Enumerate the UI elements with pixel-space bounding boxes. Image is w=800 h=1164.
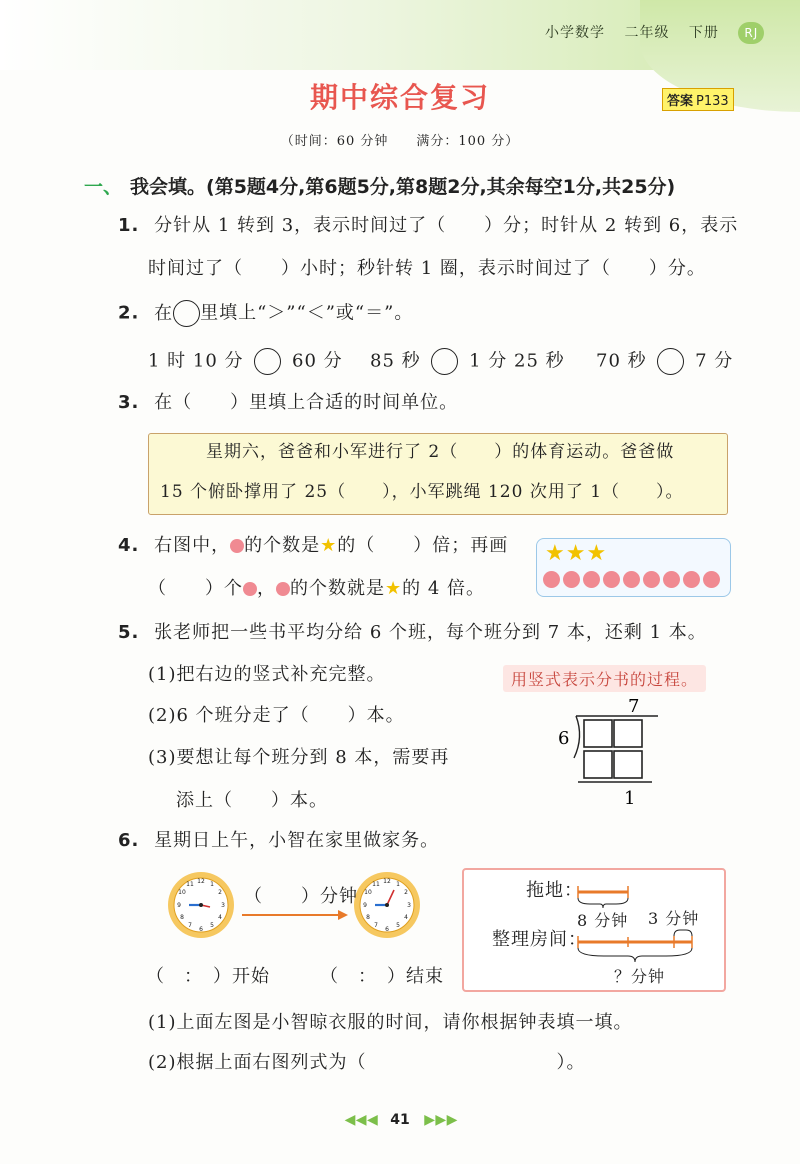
- prev-arrows-icon: ◀ ◀ ◀: [344, 1112, 376, 1128]
- q4-figure: [536, 538, 731, 597]
- remainder: 1: [624, 788, 636, 809]
- svg-text:6: 6: [385, 926, 389, 933]
- red-dot-icon: [683, 571, 700, 588]
- svg-text:8: 8: [366, 914, 370, 921]
- svg-text:12: 12: [197, 878, 205, 885]
- star-icon: ★: [586, 541, 607, 566]
- subject-label: 小学数学: [545, 25, 605, 41]
- q2-item-a: 85 秒: [370, 350, 421, 372]
- q6-text: 星期日上午，小智在家里做家务。: [154, 830, 440, 851]
- q4-text-b: 的个数是: [244, 535, 321, 556]
- q2-item-b: 7 分: [695, 350, 734, 372]
- svg-text:8: 8: [180, 914, 184, 921]
- volume-label: 下册: [688, 25, 719, 41]
- answer-circle[interactable]: [431, 348, 458, 375]
- mop-minutes: 8 分钟: [577, 911, 629, 930]
- red-dot-icon: [583, 571, 600, 588]
- q4-text-g: 的 4 倍。: [402, 578, 486, 599]
- q3-line1: [118, 392, 458, 414]
- q1-line1: [118, 215, 738, 237]
- q5-number: 5.: [118, 622, 140, 643]
- q4-number: 4.: [118, 535, 140, 556]
- answer-tag[interactable]: [662, 88, 734, 111]
- time-info: （时间：60 分钟 满分：100 分）: [280, 134, 520, 149]
- red-dot-icon: [243, 582, 257, 596]
- q6-sub2: (2)根据上面右图列式为（ ）。: [148, 1052, 586, 1073]
- q2-item-a: 1 时 10 分: [148, 350, 244, 372]
- arrow-label: （ ）分钟: [244, 886, 358, 907]
- q3-text: 在（ ）里填上合适的时间单位。: [154, 392, 459, 413]
- svg-text:2: 2: [218, 889, 222, 896]
- q2-item-a: 70 秒: [596, 350, 647, 372]
- page-number: 41: [390, 1112, 410, 1128]
- red-dot-icon: [230, 539, 244, 553]
- svg-text:7: 7: [374, 922, 378, 929]
- q5-text: 张老师把一些书平均分给 6 个班，每个班分到 7 本，还剩 1 本。: [154, 622, 707, 643]
- q1-number: 1.: [118, 215, 140, 236]
- clock-end: [352, 870, 422, 940]
- svg-text:3: 3: [407, 902, 411, 909]
- divisor: 6: [558, 728, 570, 749]
- header-info: [545, 22, 778, 44]
- star-icon: ★: [565, 541, 586, 566]
- red-dot-icon: [276, 582, 290, 596]
- mop-label: 拖地：: [526, 880, 583, 901]
- section-number: 一、: [84, 176, 123, 198]
- footer: [0, 1112, 800, 1128]
- q4-line1: [118, 535, 508, 557]
- time-arrow: [240, 908, 350, 922]
- compare-circle: [173, 300, 200, 327]
- q4-line2: [148, 578, 485, 600]
- digit-box[interactable]: [614, 720, 642, 747]
- extra-minutes: 3 分钟: [648, 909, 700, 928]
- q2-item-b: 1 分 25 秒: [469, 350, 565, 372]
- q5-sub2: (2)6 个班分走了（ ）本。: [148, 705, 405, 726]
- q2-number: 2.: [118, 302, 140, 324]
- svg-text:6: 6: [199, 926, 203, 933]
- section-text: 我会填。(第5题4分,第6题5分,第8题2分,其余每空1分,共25分): [130, 176, 676, 198]
- svg-text:5: 5: [210, 922, 214, 929]
- answer-page: P133: [696, 94, 729, 109]
- quotient: 7: [628, 696, 640, 717]
- page-title: 期中综合复习: [309, 81, 490, 114]
- total-minutes: ？分钟: [614, 967, 666, 986]
- q4-text-d: （ ）个: [148, 578, 243, 599]
- q3-box-line2: 15 个俯卧撑用了 25（ ），小军跳绳 120 次用了 1（ ）。: [160, 482, 684, 502]
- svg-text:10: 10: [178, 889, 186, 896]
- q2-item-1: [148, 348, 343, 375]
- q3-number: 3.: [118, 392, 140, 413]
- tidy-label: 整理房间：: [492, 929, 587, 950]
- q5-hint-pill: 用竖式表示分书的过程。: [503, 665, 706, 692]
- star-icon: ★: [385, 578, 403, 599]
- q2-pre: 在: [154, 302, 174, 324]
- digit-box[interactable]: [584, 751, 612, 778]
- svg-text:11: 11: [372, 881, 380, 888]
- svg-text:7: 7: [188, 922, 192, 929]
- svg-text:11: 11: [186, 881, 194, 888]
- red-dot-icon: [623, 571, 640, 588]
- svg-text:1: 1: [396, 881, 400, 888]
- section-heading: [84, 172, 675, 199]
- q1-text1: 分针从 1 转到 3，表示时间过了（ ）分；时针从 2 转到 6，表示: [154, 215, 739, 236]
- answer-circle[interactable]: [254, 348, 281, 375]
- q5-line1: [118, 622, 707, 644]
- q4-text-e: ，: [257, 578, 276, 599]
- svg-text:4: 4: [404, 914, 408, 921]
- grade-label: 二年级: [624, 25, 670, 41]
- q4-text-c: 的（ ）倍；再画: [337, 535, 509, 556]
- digit-box[interactable]: [614, 751, 642, 778]
- q3-box-line1: 星期六，爸爸和小军进行了 2（ ）的体育运动。爸爸做: [206, 442, 675, 462]
- answer-label: 答案: [667, 94, 694, 109]
- q5-sub3a: (3)要想让每个班分到 8 本，需要再: [148, 747, 450, 768]
- svg-text:9: 9: [177, 902, 181, 909]
- svg-text:4: 4: [218, 914, 222, 921]
- q5-sub1: (1)把右边的竖式补充完整。: [148, 664, 386, 685]
- red-dot-icon: [643, 571, 660, 588]
- svg-text:10: 10: [364, 889, 372, 896]
- q6-line1: [118, 830, 439, 852]
- red-dot-icon: [563, 571, 580, 588]
- svg-text:12: 12: [383, 878, 391, 885]
- clock-start: [166, 870, 236, 940]
- end-time: （ ： ）结束: [320, 966, 444, 987]
- red-dot-icon: [703, 571, 720, 588]
- q6-number: 6.: [118, 830, 140, 851]
- q4-text-f: 的个数就是: [290, 578, 385, 599]
- red-dot-icon: [603, 571, 620, 588]
- q2-line1: [118, 300, 413, 327]
- svg-text:3: 3: [221, 902, 225, 909]
- svg-text:1: 1: [210, 881, 214, 888]
- digit-box[interactable]: [584, 720, 612, 747]
- q2-post: 里填上“＞”“＜”或“＝”。: [200, 302, 414, 324]
- start-time: （ ： ）开始: [146, 966, 270, 987]
- q1-line2: 时间过了（ ）小时；秒针转 1 圈，表示时间过了（ ）分。: [148, 258, 706, 279]
- star-row: [545, 541, 607, 566]
- edition-badge: RJ: [738, 22, 764, 44]
- q4-text-a: 右图中，: [154, 535, 231, 556]
- svg-text:5: 5: [396, 922, 400, 929]
- next-arrows-icon: ▶ ▶ ▶: [424, 1112, 456, 1128]
- star-icon: ★: [545, 541, 565, 566]
- svg-text:2: 2: [404, 889, 408, 896]
- red-dot-icon: [663, 571, 680, 588]
- svg-text:9: 9: [363, 902, 367, 909]
- q6-sub1: (1)上面左图是小智晾衣服的时间，请你根据钟表填一填。: [148, 1012, 633, 1033]
- q2-item-3: [596, 348, 733, 375]
- red-dot-icon: [543, 571, 560, 588]
- star-icon: ★: [320, 535, 338, 556]
- dot-row: [543, 571, 723, 592]
- q2-item-2: [370, 348, 565, 375]
- q5-sub3b: 添上（ ）本。: [176, 790, 328, 811]
- q2-item-b: 60 分: [292, 350, 343, 372]
- answer-circle[interactable]: [657, 348, 684, 375]
- long-division: [548, 692, 668, 812]
